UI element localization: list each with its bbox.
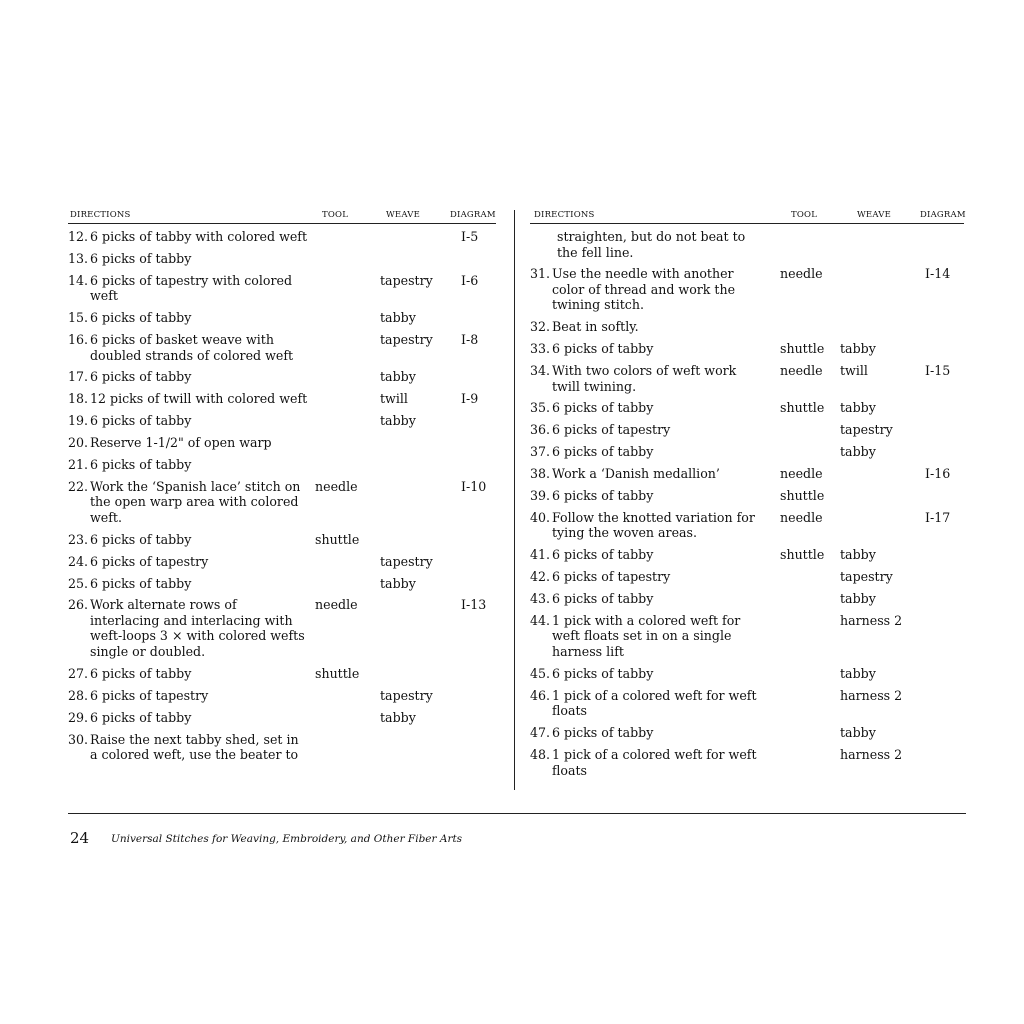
tool-cell: shuttle [780,488,825,504]
instruction-row [530,688,964,719]
weave-cell: twill [840,363,868,379]
instruction-row [68,532,496,548]
instruction-row [530,444,964,460]
weave-cell: tapestry [380,553,433,569]
step-text: 6 picks of tabby [552,665,654,681]
diagram-cell: I-9 [461,391,479,407]
instruction-row [530,510,964,541]
tool-cell: shuttle [315,665,360,681]
step-text: 6 picks of tabby [552,341,654,357]
instruction-row [68,435,496,451]
weave-cell: tabby [840,400,876,416]
step-text: 6 picks of tapestry [552,569,671,585]
instruction-row [68,710,496,726]
step-number: 41. [530,547,551,563]
step-text: 6 picks of tabby [552,591,654,607]
tool-cell: needle [780,266,823,282]
step-text: 6 picks of tapestry [552,422,671,438]
weave-cell: harness 2 [840,612,903,628]
step-number: 29. [68,709,89,725]
book-title: Universal Stitches for Weaving, Embroidery, and Other Fiber Arts [111,833,463,845]
header-weave: WEAVE [386,210,420,220]
instruction-row [530,666,964,682]
step-text: 6 picks of tabby with colored weft [90,229,308,244]
tool-cell: needle [780,363,823,379]
step-number: 35. [530,400,551,416]
step-number: 33. [530,341,551,357]
step-text: 6 picks of tapestry with colored weft [90,272,293,304]
instruction-row [68,310,496,326]
tool-cell: shuttle [780,547,825,563]
column-header [68,208,496,224]
step-text: With two colors of weft work twill twining. [552,363,737,394]
footer-rule [68,813,966,814]
tool-cell: needle [315,478,358,494]
tool-cell: needle [780,509,823,525]
step-text: Raise the next tabby shed, set in a colored weft, use the beater to [90,731,299,763]
step-number: 30. [68,731,89,747]
step-number: 28. [68,687,89,703]
step-number: 21. [68,457,89,473]
step-text: 6 picks of tabby [90,310,192,326]
step-text: Follow the knotted variation for tying the woven areas. [552,509,755,541]
weave-cell: tapestry [380,332,433,348]
step-number: 36. [530,422,551,438]
step-number: 22. [68,478,89,494]
instruction-row [530,266,964,313]
step-number: 17. [68,369,89,385]
column-header [530,208,964,224]
step-number: 18. [68,391,89,407]
instruction-row [530,547,964,563]
header-diagram: DIAGRAM [450,210,496,220]
right-column [530,208,964,784]
step-number: 26. [68,597,89,613]
weave-cell: tabby [380,575,416,591]
weave-cell: tapestry [380,272,433,288]
step-text: Reserve 1-1/2" of open warp [90,435,272,451]
instruction-row [68,273,496,304]
header-diagram: DIAGRAM [920,210,966,220]
step-text: Work alternate rows of interlacing and interlacing with weft-loops 3 × with colored wefts single or doubled. [90,597,305,659]
step-text: 6 picks of tabby [552,444,654,460]
step-number: 15. [68,310,89,326]
instruction-row [530,229,964,260]
step-text: 6 picks of tabby [90,665,192,681]
instruction-row [530,725,964,741]
weave-cell: harness 2 [840,747,903,763]
step-number: 43. [530,591,551,607]
step-text: 6 picks of tabby [90,575,192,591]
instruction-row [530,747,964,778]
step-text: Use the needle with another color of thread and work the twining stitch. [552,266,736,313]
step-text: 12 picks of twill with colored weft [90,391,308,407]
step-number: 48. [530,747,551,763]
diagram-cell: I-10 [461,478,487,494]
step-number: 38. [530,466,551,482]
step-text: 6 picks of tabby [552,725,654,741]
weave-cell: tabby [840,341,876,357]
weave-cell: tabby [380,413,416,429]
step-number: 39. [530,488,551,504]
instruction-row [68,732,496,763]
weave-cell: tabby [840,725,876,741]
diagram-cell: I-15 [925,363,951,379]
instruction-row [530,591,964,607]
step-number: 45. [530,665,551,681]
weave-cell: tapestry [380,687,433,703]
step-text: 6 picks of tabby [90,709,192,725]
step-text: 6 picks of tabby [552,400,654,416]
step-number: 40. [530,509,551,525]
weave-cell: tabby [840,665,876,681]
instruction-row [68,391,496,407]
step-number: 44. [530,612,551,628]
step-text: 6 picks of tapestry [90,553,209,569]
instruction-row [68,332,496,363]
step-text: 6 picks of tabby [90,457,192,473]
weave-cell: tabby [840,591,876,607]
step-number: 13. [68,250,89,266]
step-number: 16. [68,332,89,348]
instruction-row [530,422,964,438]
instruction-row [530,569,964,585]
tool-cell: shuttle [315,531,360,547]
step-text: 6 picks of tabby [90,369,192,385]
step-number: 14. [68,272,89,288]
tool-cell: needle [315,597,358,613]
instruction-row [530,613,964,660]
instruction-row [530,363,964,394]
step-number: 34. [530,363,551,379]
step-number: 42. [530,569,551,585]
step-text: 6 picks of tabby [552,488,654,504]
header-weave: WEAVE [857,210,891,220]
step-text: 6 picks of tabby [90,250,192,266]
step-number: 23. [68,531,89,547]
step-number: 24. [68,553,89,569]
step-text: 6 picks of tabby [90,413,192,429]
weave-cell: twill [380,391,408,407]
header-directions: DIRECTIONS [534,210,595,220]
tool-cell: shuttle [780,341,825,357]
step-number: 32. [530,319,551,335]
header-directions: DIRECTIONS [70,210,131,220]
weave-cell: tapestry [840,569,893,585]
diagram-cell: I-6 [461,272,479,288]
column-divider [514,210,515,790]
step-number: 19. [68,413,89,429]
diagram-cell: I-8 [461,332,479,348]
instruction-row [68,413,496,429]
instruction-row [68,457,496,473]
step-text: Beat in softly. [552,319,639,335]
instruction-row [530,400,964,416]
diagram-cell: I-17 [925,509,951,525]
weave-cell: tabby [380,310,416,326]
weave-cell: tabby [380,709,416,725]
weave-cell: tabby [840,444,876,460]
tool-cell: needle [780,466,823,482]
step-text: 1 pick of a colored weft for weft floats [552,747,757,778]
diagram-cell: I-5 [461,229,479,244]
step-text: 6 picks of tabby [90,531,192,547]
step-number: 12. [68,229,89,244]
diagram-cell: I-13 [461,597,487,613]
instruction-row [530,466,964,482]
instruction-row [530,488,964,504]
step-text: Work the ‘Spanish lace’ stitch on the open warp area with colored weft. [90,478,301,525]
instruction-row [530,341,964,357]
tool-cell: shuttle [780,400,825,416]
instruction-row [68,666,496,682]
step-number: 47. [530,725,551,741]
instruction-row [68,554,496,570]
instruction-row [68,576,496,592]
step-text: 1 pick with a colored weft for weft floats set in on a single harness lift [552,612,741,659]
weave-cell: harness 2 [840,687,903,703]
weave-cell: tapestry [840,422,893,438]
step-number: 25. [68,575,89,591]
step-number: 46. [530,687,551,703]
diagram-cell: I-14 [925,266,951,282]
diagram-cell: I-16 [925,466,951,482]
header-tool: TOOL [322,210,349,220]
right-rows [530,224,964,778]
step-text: 6 picks of tapestry [90,687,209,703]
instruction-row [530,319,964,335]
weave-cell: tabby [380,369,416,385]
step-text: Work a ‘Danish medallion’ [552,466,720,482]
step-number: 31. [530,266,551,282]
step-text: straighten, but do not beat to the fell line. [557,229,746,260]
step-number: 27. [68,665,89,681]
instruction-row [68,229,496,245]
step-text: 1 pick of a colored weft for weft floats [552,687,757,719]
weave-cell: tabby [840,547,876,563]
step-text: 6 picks of tabby [552,547,654,563]
left-column [68,208,496,769]
instruction-row [68,251,496,267]
page-number: 24 [70,829,90,847]
left-rows [68,224,496,763]
step-number: 37. [530,444,551,460]
step-text: 6 picks of basket weave with doubled strands of colored weft [90,332,294,363]
instruction-row [68,479,496,526]
instruction-row [68,369,496,385]
header-tool: TOOL [791,210,818,220]
instruction-row [68,688,496,704]
instruction-row [68,597,496,659]
step-number: 20. [68,435,89,451]
